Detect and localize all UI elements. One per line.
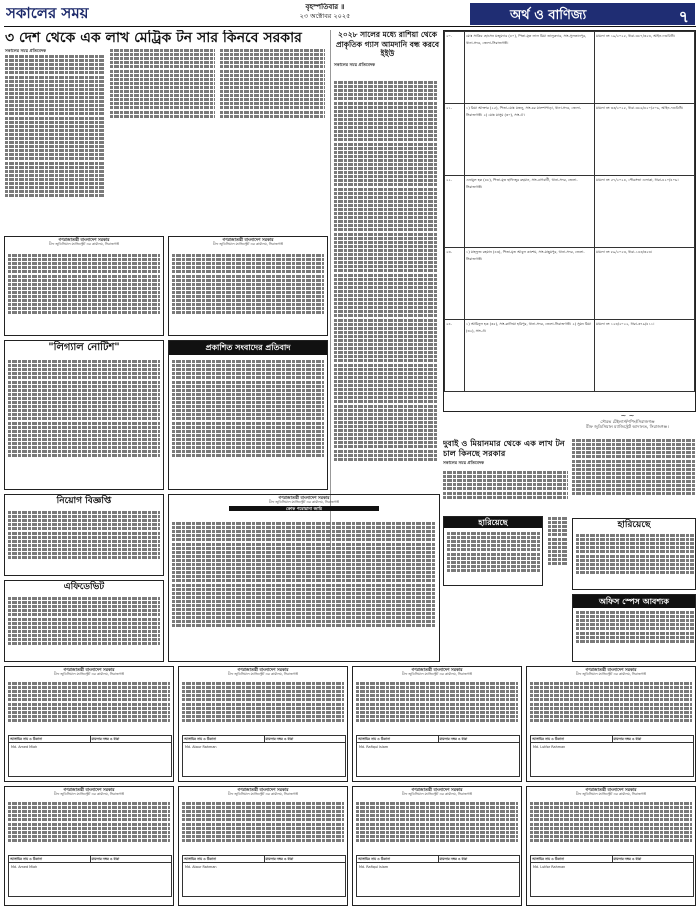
court-notice-court: চীফ জুডিসিয়াল ম্যাজিস্ট্রেট এর কার্যালয়, সিরাজগঞ্জ	[401, 792, 473, 796]
table-header: আসামির নাম ও ঠিকানা	[9, 856, 91, 862]
table-cell-case: মামলা নং ৩৩/২০২৫, ধারা-৩৮৬/৪২০/৫০৬, আইন-দণ্ডবিধি।	[595, 104, 695, 176]
attach-govt: গণপ্রজাতন্ত্রী বাংলাদেশ সরকার	[278, 495, 330, 500]
defendant-name: Md. Rafiqul Islam	[359, 745, 389, 750]
notice-govt-2-court: চীফ জুডিসিয়াল ম্যাজিস্ট্রেট এর কার্যালয়, সিরাজগঞ্জ	[212, 242, 284, 246]
date-line: ২৩ অক্টোবর ২০২৫	[299, 12, 351, 20]
dubai-headline: দুবাই ও মিয়ানমার থেকে এক লাখ টন চাল কিনছে সরকার	[443, 438, 565, 458]
table-cell-name: মোঃ সাকিব হোসেন মজুমদার (৪০), পিতা-মৃত লাল মিয়া তালুকদার, সাং-সুলতানপুর, থানা-সদর, জেলা-সিরাজগঞ্জ।	[465, 32, 595, 104]
court-notice-court: চীফ জুডিসিয়াল ম্যাজিস্ট্রেট এর কার্যালয়, সিরাজগঞ্জ	[401, 672, 473, 676]
table-cell-case: মামলা নং ৮৯/২০২৩, ধারা-১৪৩/৩২৩।	[595, 248, 695, 320]
court-notice-body	[356, 801, 518, 851]
court-notice-title: গণপ্রজাতন্ত্রী বাংলাদেশ সরকার	[585, 667, 637, 672]
court-notice-title: গণপ্রজাতন্ত্রী বাংলাদেশ সরকার	[237, 787, 289, 792]
table-row	[445, 32, 695, 104]
defendant-table	[444, 31, 695, 392]
court-notice-title: গণপ্রজাতন্ত্রী বাংলাদেশ সরকার	[237, 667, 289, 672]
table-cell-case: মামলা নং ৫৭/২০২৪, পৌরসভা এলাকা, ধারা-৪২০/৪০৬।	[595, 176, 695, 248]
court-notice-court: চীফ জুডিসিয়াল ম্যাজিস্ট্রেট এর কার্যালয়, সিরাজগঞ্জ	[575, 672, 647, 676]
table-header: আসামির নাম ও ঠিকানা	[357, 856, 439, 862]
notice-govt-2-body	[172, 253, 324, 333]
table-row	[445, 176, 695, 248]
court-notice	[352, 786, 522, 906]
table-header: আসামির নাম ও ঠিকানা	[183, 856, 265, 862]
recruitment-notice	[4, 494, 164, 576]
defendant-name: Md. Amed Miah	[11, 745, 38, 750]
lost-notice-2	[572, 518, 696, 590]
court-notice-body	[8, 681, 170, 731]
lost1-title: হারিয়েছে	[444, 517, 542, 528]
signature-mark: ~ ~	[620, 412, 635, 420]
court-notice-body	[530, 801, 692, 851]
table-header: আসামির নাম ও ঠিকানা	[9, 736, 91, 742]
affidavit-notice	[4, 580, 164, 662]
table-header: মামলার নম্বর ও ধারা	[91, 857, 120, 861]
defendant-name: Md. Rafiqul Islam	[359, 865, 389, 870]
table-cell-case: মামলা নং ১৯/২০২৫, ধারা-৩৮৭/৩২৩, আইন-দণ্ডবিধি।	[595, 32, 695, 104]
notice-govt-1	[4, 236, 164, 336]
masthead	[6, 4, 116, 24]
table-cell-name: ১) আমিনুল হক (৩৫), সাং-কালিয়া হরিপুর, থানা-সদর, জেলা-সিরাজগঞ্জ। ২) সুমন মিয়া (৩২), সাং-ঐ।	[465, 320, 595, 392]
defendant-name: Md. Lutfor Rahman	[533, 865, 566, 870]
court-notice-title: গণপ্রজাতন্ত্রী বাংলাদেশ সরকার	[63, 787, 115, 792]
court-notice-body	[530, 681, 692, 731]
notice-govt-1-body	[8, 253, 160, 333]
recruitment-body	[8, 510, 160, 574]
court-notice-court: চীফ জুডিসিয়াল ম্যাজিস্ট্রেট এর কার্যালয়, সিরাজগঞ্জ	[53, 672, 125, 676]
court-notice	[4, 786, 174, 906]
legal-notice	[4, 340, 164, 490]
recruitment-title: নিয়োগ বিজ্ঞপ্তি	[56, 496, 112, 506]
court-notice-body	[8, 801, 170, 851]
russia-headline: ২০২৮ সালের মধ্যে রাশিয়া থেকে প্রাকৃতিক গ্যাস আমদানি বন্ধ করবে ইইউ	[335, 30, 440, 58]
court-notice-table	[530, 855, 694, 897]
table-header: মামলার নম্বর ও ধারা	[439, 737, 468, 741]
table-header: আসামির নাম ও ঠিকানা	[357, 736, 439, 742]
defendant-name: Md. Amed Miah	[11, 865, 38, 870]
court-notice-title: গণপ্রজাতন্ত্রী বাংলাদেশ সরকার	[411, 787, 463, 792]
court-notice	[526, 666, 696, 782]
russia-body	[334, 80, 437, 550]
lead-body-col3	[220, 48, 325, 138]
court-notice	[352, 666, 522, 782]
section-title: অর্থ ও বাণিজ্য	[510, 8, 587, 23]
court-notice-table	[8, 735, 172, 777]
table-header: আসামির নাম ও ঠিকানা	[183, 736, 265, 742]
table-row	[445, 248, 695, 320]
table-row	[445, 320, 695, 392]
table-cell-sl: ২৪.	[445, 320, 465, 392]
dubai-body-2	[548, 516, 568, 586]
defendant-name: Md. Lutfor Rahman	[533, 745, 566, 750]
table-cell-sl: ২০.	[445, 32, 465, 104]
attach-table-lines	[172, 521, 436, 659]
table-cell-sl: ২২.	[445, 176, 465, 248]
court-notice-table	[356, 735, 520, 777]
table-cell-case: মামলা নং ১২৩/২০২২, ধারা-৩৭৯/৪১১।	[595, 320, 695, 392]
russia-byline: সকালের সময় প্রতিবেদক	[334, 61, 376, 67]
lead-headline: ৩ দেশ থেকে এক লাখ মেট্রিক টন সার কিনবে সরকার	[5, 30, 302, 46]
lost2-body	[576, 533, 694, 589]
affidavit-body	[8, 596, 160, 660]
legal-notice-body	[8, 359, 160, 487]
page-number: ৭	[678, 7, 689, 26]
notice-govt-1-court: চীফ জুডিসিয়াল ম্যাজিস্ট্রেট এর কার্যালয়, সিরাজগঞ্জ	[48, 242, 120, 246]
court-notice-table	[530, 735, 694, 777]
attach-court: চীফ জুডিসিয়াল ম্যাজিস্ট্রেট এর কার্যালয়, সিরাজগঞ্জ	[268, 500, 340, 504]
court-notice-court: চীফ জুডিসিয়াল ম্যাজিস্ট্রেট এর কার্যালয়, সিরাজগঞ্জ	[575, 792, 647, 796]
defendant-name: Md. Ataur Rahman	[185, 745, 217, 750]
lead-body-col1	[5, 54, 105, 234]
court-notice-title: গণপ্রজাতন্ত্রী বাংলাদেশ সরকার	[63, 667, 115, 672]
protest-body	[172, 359, 324, 487]
court-signature	[560, 414, 695, 429]
court-notice	[178, 666, 348, 782]
attachment-order	[168, 494, 440, 662]
dubai-byline: সকালের সময় প্রতিবেদক	[443, 460, 485, 465]
court-notice-table	[356, 855, 520, 897]
notice-govt-1-title: গণপ্রজাতন্ত্রী বাংলাদেশ সরকার	[58, 237, 110, 242]
section-banner	[470, 3, 695, 25]
court-notice-title: গণপ্রজাতন্ত্রী বাংলাদেশ সরকার	[411, 667, 463, 672]
office-space-title: অফিস স্পেস আবশ্যক	[573, 595, 695, 608]
legal-notice-title: "লিগ্যাল নোটিশ"	[48, 342, 120, 353]
table-header: মামলার নম্বর ও ধারা	[91, 737, 120, 741]
right-body-col	[572, 438, 696, 516]
court-notice-title: গণপ্রজাতন্ত্রী বাংলাদেশ সরকার	[585, 787, 637, 792]
date-block	[240, 3, 410, 25]
table-header: মামলার নম্বর ও ধারা	[265, 857, 294, 861]
table-cell-sl: ২৩.	[445, 248, 465, 320]
lead-body-col2	[110, 48, 215, 138]
attach-title: ক্রোক পরোয়ানা জারি	[229, 506, 379, 511]
table-row	[445, 104, 695, 176]
affidavit-title: এফিডেভিট	[63, 582, 105, 592]
court-notice	[4, 666, 174, 782]
table-header: মামলার নম্বর ও ধারা	[613, 737, 642, 741]
sig-name: সৌরভ টেইলার্স/শপিং/সিরাজগঞ্জ	[600, 419, 655, 424]
notice-govt-2	[168, 236, 328, 336]
notice-govt-2-title: গণপ্রজাতন্ত্রী বাংলাদেশ সরকার	[222, 237, 274, 242]
table-header: আসামির নাম ও ঠিকানা	[531, 736, 613, 742]
protest-title: প্রকাশিত সংবাদের প্রতিবাদ	[169, 341, 327, 355]
day-line: বৃহস্পতিবার ॥	[305, 3, 345, 11]
court-notice	[178, 786, 348, 906]
court-notice-table	[182, 735, 346, 777]
protest-notice	[168, 340, 328, 490]
table-header: মামলার নম্বর ও ধারা	[439, 857, 468, 861]
court-notice-court: চীফ জুডিসিয়াল ম্যাজিস্ট্রেট এর কার্যালয়, সিরাজগঞ্জ	[227, 792, 299, 796]
court-notice-table	[8, 855, 172, 897]
table-header: মামলার নম্বর ও ধারা	[613, 857, 642, 861]
court-notice-body	[356, 681, 518, 731]
table-cell-name: ১) মাহফুজ রহমান (৪৩), পিতা-মৃত আবুল কাশেম, সাং-মাছুমপুর, থানা-সদর, জেলা-সিরাজগঞ্জ।	[465, 248, 595, 320]
table-header: আসামির নাম ও ঠিকানা	[531, 856, 613, 862]
table-cell-name: এনামুল হক (৪৮), পিতা-মৃত হাফিজুর রহমান, সাং-বাগবাটী, থানা-সদর, জেলা-সিরাজগঞ্জ।	[465, 176, 595, 248]
court-notice-court: চীফ জুডিসিয়াল ম্যাজিস্ট্রেট এর কার্যালয়, সিরাজগঞ্জ	[53, 792, 125, 796]
court-notice-body	[182, 801, 344, 851]
table-cell-sl: ২১.	[445, 104, 465, 176]
lead-byline: সকালের সময় প্রতিবেদক	[5, 48, 47, 53]
lost2-title: হারিয়েছে	[617, 520, 651, 530]
defendant-name: Md. Ataur Rahman	[185, 865, 217, 870]
office-space-ad	[572, 594, 696, 662]
masthead-logo: সকালের সময়	[6, 4, 89, 22]
case-table	[443, 30, 696, 412]
court-notice-table	[182, 855, 346, 897]
court-notice	[526, 786, 696, 906]
table-header: মামলার নম্বর ও ধারা	[265, 737, 294, 741]
table-cell-name: ১) রিয়া আক্তার (২৫), পিতা-মোঃ মজনু, সাং-চর মালশাপাড়া, থানা-সদর, জেলা-সিরাজগঞ্জ। ২) মোঃ মাসুম (৩০), সাং-ঐ।	[465, 104, 595, 176]
court-notice-court: চীফ জুডিসিয়াল ম্যাজিস্ট্রেট এর কার্যালয়, সিরাজগঞ্জ	[227, 672, 299, 676]
office-space-body	[576, 610, 694, 660]
header-rule	[4, 26, 696, 27]
dubai-body	[443, 470, 568, 510]
court-notice-body	[182, 681, 344, 731]
lost1-body	[447, 531, 541, 585]
sig-court: চীফ জুডিসিয়াল ম্যাজিস্ট্রেট আদালত, সিরাজগঞ্জ।	[586, 424, 669, 429]
lost-notice-1	[443, 516, 543, 586]
